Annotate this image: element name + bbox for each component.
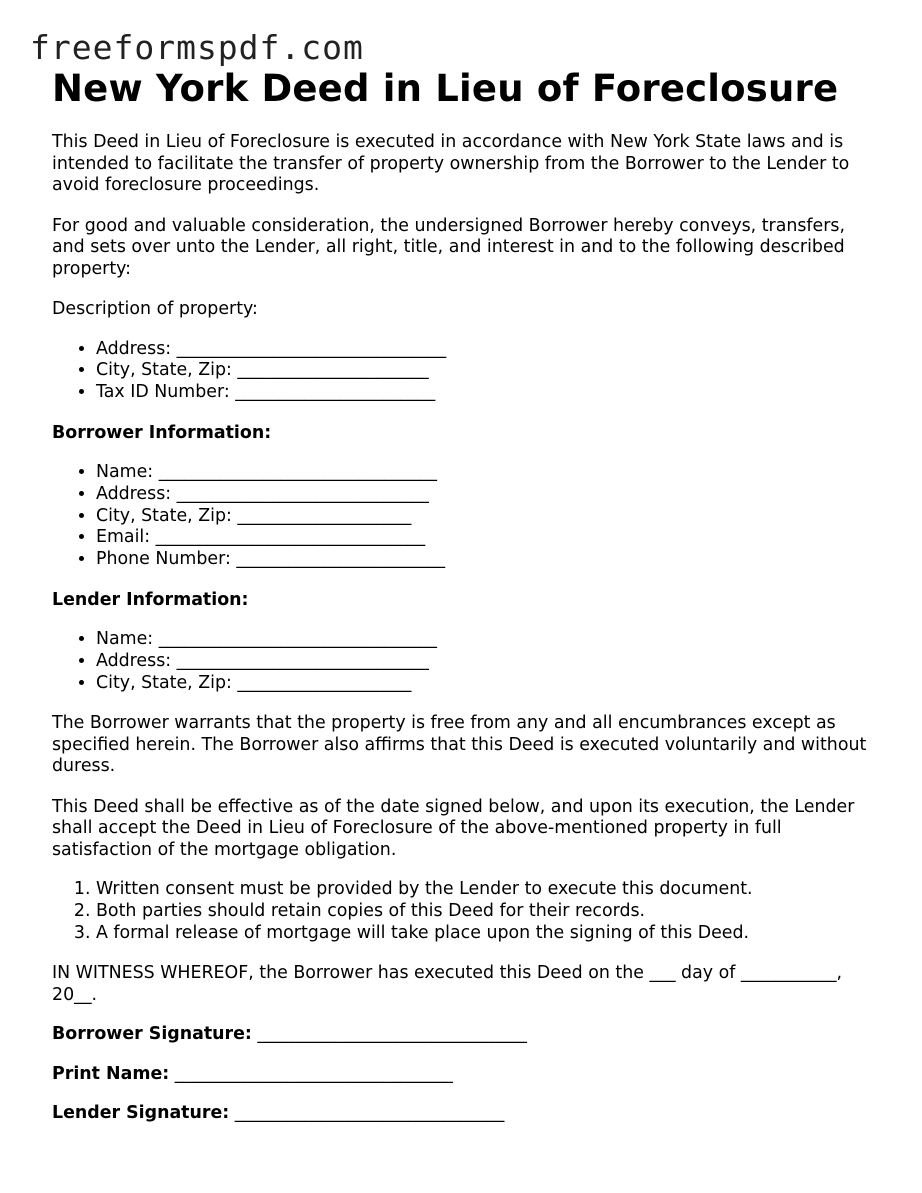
property-tax-id-field: • Tax ID Number: _______________________ — [96, 382, 882, 404]
borrower-signature-blank: _______________________________ — [251, 1024, 527, 1045]
conditions-list — [52, 879, 882, 944]
borrower-signature-line — [52, 1024, 882, 1046]
lender-signature-label: Lender Signature: — [52, 1103, 230, 1124]
property-city-state-zip-field: • City, State, Zip: ______________________ — [96, 360, 882, 382]
warranty-paragraph: The Borrower warrants that the property is free from any and all encumbrances except as specified herein. The Borrower also affirms that this Deed is executed voluntarily and without duress. — [52, 713, 867, 777]
lender-name-field: • Name: ________________________________ — [96, 629, 882, 651]
print-name-line — [52, 1064, 882, 1086]
borrower-list — [52, 462, 882, 571]
condition-item: 1. Written consent must be provided by the Lender to execute this document. — [96, 879, 882, 901]
witness-paragraph: IN WITNESS WHEREOF, the Borrower has executed this Deed on the ___ day of ___________, 20__. — [52, 963, 843, 1005]
lender-city-state-zip-field: • City, State, Zip: ____________________ — [96, 673, 882, 695]
print-name-blank: ________________________________ — [169, 1063, 453, 1084]
borrower-address-field: • Address: _____________________________ — [96, 484, 882, 506]
lender-heading: Lender Information: — [52, 589, 249, 610]
document-body — [52, 66, 882, 1125]
borrower-signature-label: Borrower Signature: — [52, 1024, 252, 1045]
property-list — [52, 339, 882, 404]
borrower-name-field: • Name: ________________________________ — [96, 462, 882, 484]
print-name-label: Print Name: — [52, 1063, 170, 1084]
borrower-city-state-zip-field: • City, State, Zip: ____________________ — [96, 506, 882, 528]
borrower-phone-field: • Phone Number: ________________________ — [96, 549, 882, 571]
lender-signature-blank: _______________________________ — [229, 1103, 505, 1124]
condition-item: 2. Both parties should retain copies of this Deed for their records. — [96, 901, 882, 923]
document-title: New York Deed in Lieu of Foreclosure — [52, 67, 839, 110]
intro-paragraph: This Deed in Lieu of Foreclosure is executed in accordance with New York State laws and is intended to facilitate the transfer of property ownership from the Borrower to the Lender to avoid foreclosure proceedings. — [52, 132, 850, 195]
property-address-field: • Address: _______________________________ — [96, 339, 882, 361]
lender-address-field: • Address: _____________________________ — [96, 651, 882, 673]
property-heading: Description of property: — [52, 299, 258, 319]
lender-signature-line — [52, 1103, 882, 1125]
borrower-email-field: • Email: _______________________________ — [96, 527, 882, 549]
borrower-heading: Borrower Information: — [52, 422, 272, 443]
watermark: freeformspdf.com — [30, 28, 364, 67]
consideration-paragraph: For good and valuable consideration, the undersigned Borrower hereby conveys, transfers, and sets over unto the Lender, all right, title, and interest in and to the following described property: — [52, 215, 845, 279]
condition-item: 3. A formal release of mortgage will take place upon the signing of this Deed. — [96, 923, 882, 945]
lender-list — [52, 629, 882, 694]
effective-paragraph: This Deed shall be effective as of the date signed below, and upon its execution, the Lender shall accept the Deed in Lieu of Foreclosure of the above-mentioned property in full satisfaction of the mortgage obligation. — [52, 796, 855, 860]
